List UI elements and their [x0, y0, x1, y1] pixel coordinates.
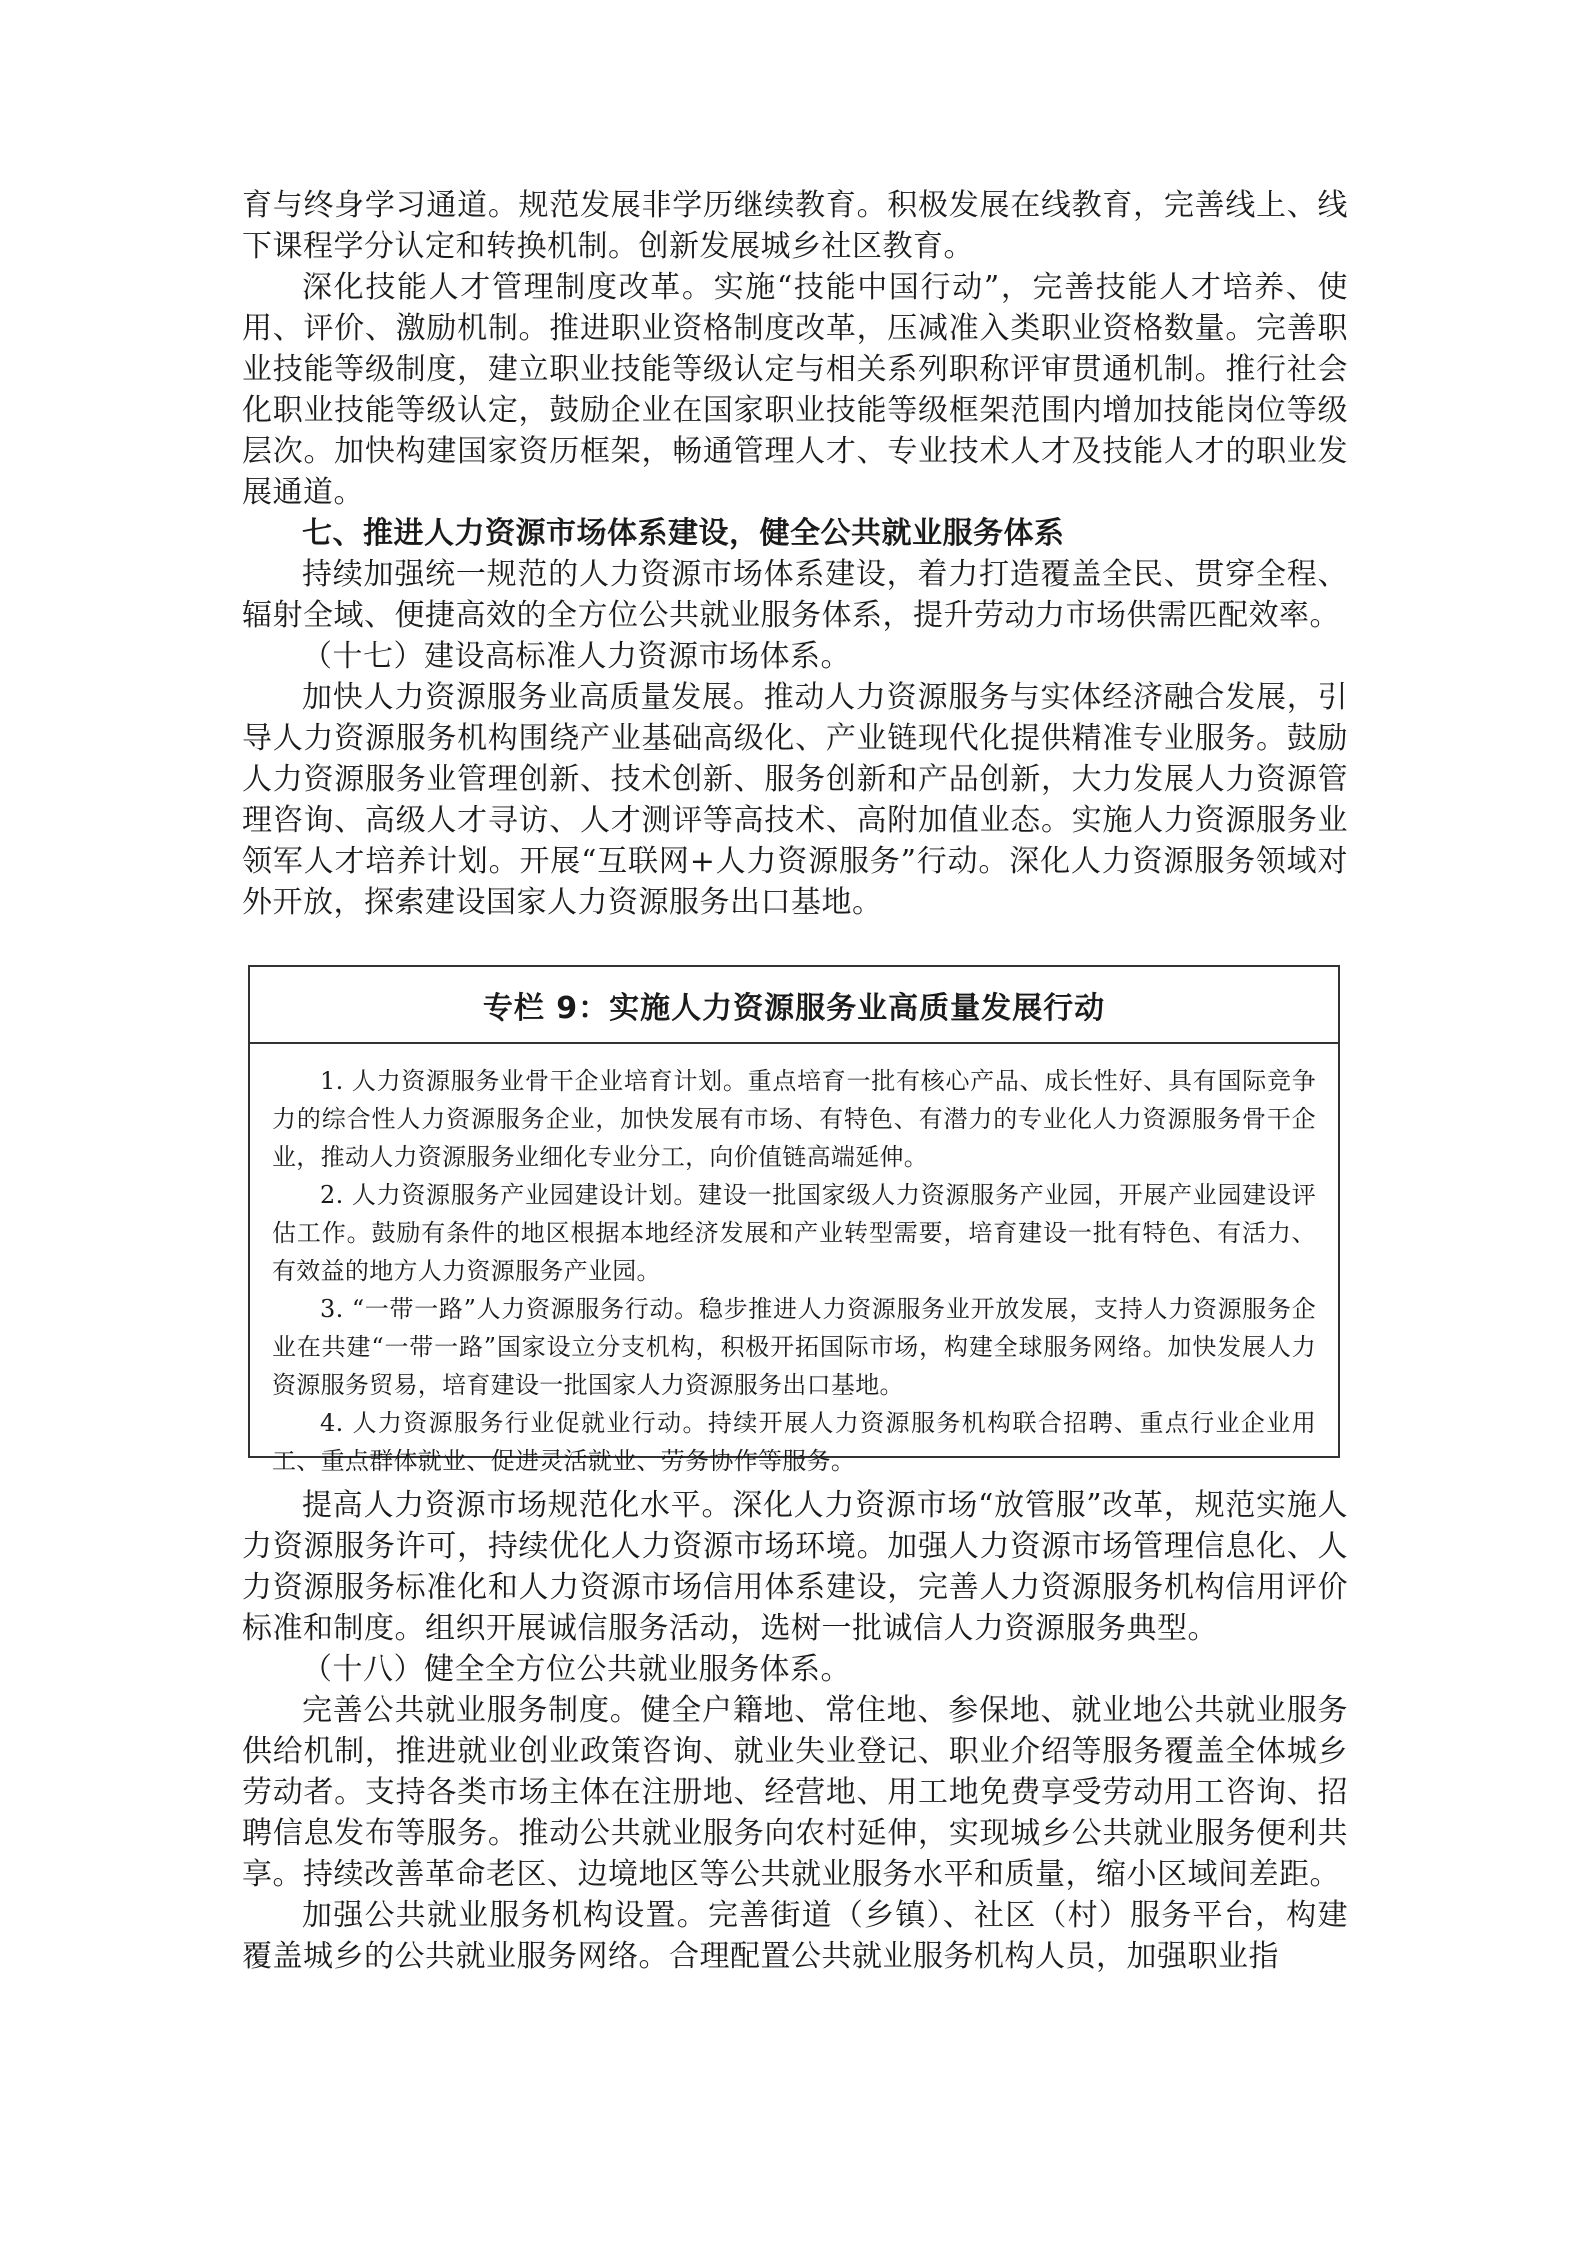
- lower-text-block: [242, 1485, 1348, 1977]
- paragraph-public-employment-system: 完善公共就业服务制度。健全户籍地、常住地、参保地、就业地公共就业服务供给机制，推进就业创业政策咨询、就业失业登记、职业介绍等服务覆盖全体城乡劳动者。支持各类市场主体在注册地、经营地、用工地免费享受劳动用工咨询、招聘信息发布等服务。推动公共就业服务向农村延伸，实现城乡公共就业服务便利共享。持续改善革命老区、边境地区等公共就业服务水平和质量，缩小区域间差距。: [242, 1693, 1348, 1892]
- feature-box-item: 4. 人力资源服务行业促就业行动。持续开展人力资源服务机构联合招聘、重点行业企业用工、重点群体就业、促进灵活就业、劳务协作等服务。: [272, 1409, 1316, 1475]
- paragraph-section-intro: 持续加强统一规范的人力资源市场体系建设，着力打造覆盖全民、贯穿全程、辐射全域、便捷高效的全方位公共就业服务体系，提升劳动力市场供需匹配效率。: [242, 557, 1348, 633]
- feature-box-item: 3. “一带一路”人力资源服务行动。稳步推进人力资源服务业开放发展，支持人力资源服务企业在共建“一带一路”国家设立分支机构，积极开拓国际市场，构建全球服务网络。加快发展人力资源服务贸易，培育建设一批国家人力资源服务出口基地。: [272, 1295, 1316, 1399]
- paragraph-service-agencies: 加强公共就业服务机构设置。完善街道（乡镇）、社区（村）服务平台，构建覆盖城乡的公共就业服务网络。合理配置公共就业服务机构人员，加强职业指: [242, 1898, 1348, 1974]
- subsection-heading-18: （十八）健全全方位公共就业服务体系。: [302, 1652, 851, 1687]
- section-heading: 七、推进人力资源市场体系建设，健全公共就业服务体系: [302, 516, 1065, 551]
- upper-text-block: [242, 185, 1348, 923]
- paragraph-market-regulation: 提高人力资源市场规范化水平。深化人力资源市场“放管服”改革，规范实施人力资源服务许可，持续优化人力资源市场环境。加强人力资源市场管理信息化、人力资源服务标准化和人力资源市场信用体系建设，完善人力资源服务机构信用评价标准和制度。组织开展诚信服务活动，选树一批诚信人力资源服务典型。: [242, 1488, 1348, 1646]
- feature-box-body: [250, 1044, 1338, 1480]
- paragraph-skills-reform: 深化技能人才管理制度改革。实施“技能中国行动”，完善技能人才培养、使用、评价、激励机制。推进职业资格制度改革，压减准入类职业资格数量。完善职业技能等级制度，建立职业技能等级认定与相关系列职称评审贯通机制。推行社会化职业技能等级认定，鼓励企业在国家职业技能等级框架范围内增加技能岗位等级层次。加快构建国家资历框架，畅通管理人才、专业技术人才及技能人才的职业发展通道。: [242, 270, 1348, 510]
- feature-box-title: 专栏 9：实施人力资源服务业高质量发展行动: [250, 967, 1338, 1044]
- feature-box: [248, 965, 1340, 1475]
- feature-box-item: 1. 人力资源服务业骨干企业培育计划。重点培育一批有核心产品、成长性好、具有国际竞争力的综合性人力资源服务企业，加快发展有市场、有特色、有潜力的专业化人力资源服务骨干企业，推动人力资源服务业细化专业分工，向价值链高端延伸。: [272, 1067, 1316, 1171]
- feature-box-item: 2. 人力资源服务产业园建设计划。建设一批国家级人力资源服务产业园，开展产业园建设评估工作。鼓励有条件的地区根据本地经济发展和产业转型需要，培育建设一批有特色、有活力、有效益的地方人力资源服务产业园。: [272, 1181, 1316, 1285]
- paragraph-continuation: 育与终身学习通道。规范发展非学历继续教育。积极发展在线教育，完善线上、线下课程学分认定和转换机制。创新发展城乡社区教育。: [242, 188, 1348, 264]
- paragraph-hr-service-development: 加快人力资源服务业高质量发展。推动人力资源服务与实体经济融合发展，引导人力资源服务机构围绕产业基础高级化、产业链现代化提供精准专业服务。鼓励人力资源服务业管理创新、技术创新、服务创新和产品创新，大力发展人力资源管理咨询、高级人才寻访、人才测评等高技术、高附加值业态。实施人力资源服务业领军人才培养计划。开展“互联网+人力资源服务”行动。深化人力资源服务领域对外开放，探索建设国家人力资源服务出口基地。: [242, 680, 1348, 920]
- subsection-heading-17: （十七）建设高标准人力资源市场体系。: [302, 639, 851, 674]
